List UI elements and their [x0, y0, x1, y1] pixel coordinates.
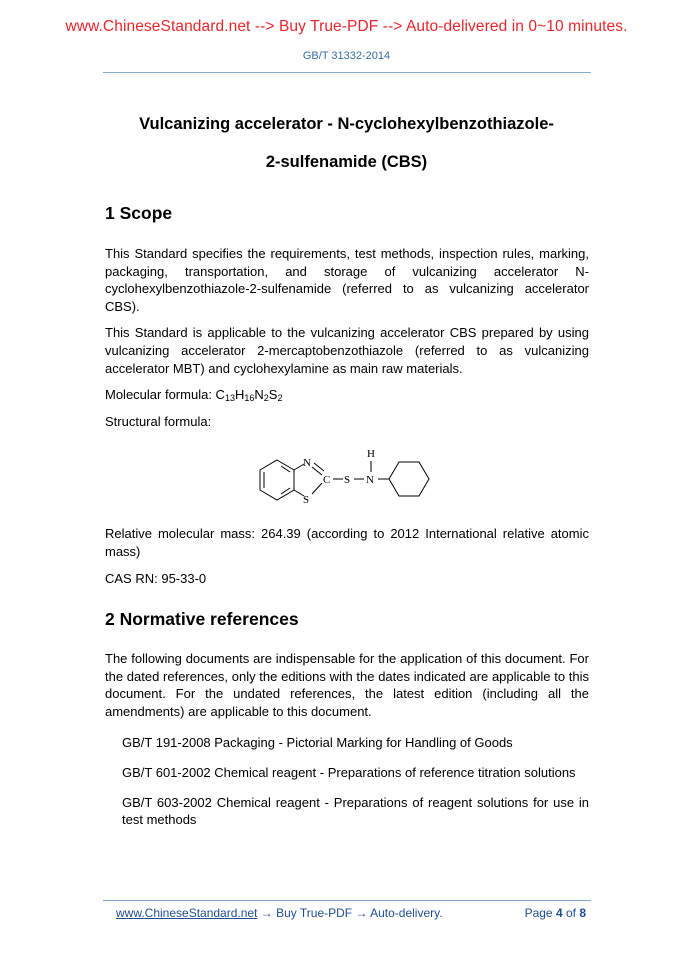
header-divider [103, 72, 591, 73]
cas-number: CAS RN: 95-33-0 [105, 570, 207, 586]
atom-s-ring: S [303, 494, 310, 507]
reference-item: GB/T 191-2008 Packaging - Pictorial Marking for Handling of Goods [122, 734, 513, 750]
title-line-1: Vulcanizing accelerator - N-cyclohexylbenzothiazole- [139, 115, 554, 133]
section-heading-normative-references: 2 Normative references [105, 609, 299, 630]
relative-molecular-mass: Relative molecular mass: 264.39 (according to 2012 International relative atomic mass) [105, 526, 589, 559]
footer-buy-text: → Buy True-PDF → Auto-delivery. [257, 906, 443, 920]
molecular-formula-label: Molecular formula: [105, 387, 216, 403]
atom-n-ring: N [303, 457, 311, 470]
document-title [90, 105, 603, 181]
document-body [105, 203, 589, 838]
cbs-structure-svg [255, 439, 445, 519]
footer-website-link[interactable]: www.ChineseStandard.net [116, 906, 258, 920]
document-code: GB/T 31332-2014 [302, 50, 391, 62]
scope-paragraph-1: This Standard specifies the requirements, test methods, inspection rules, marking, packaging, transportation, and storage of vulcanizing accelerator N-cyclohexylbenzothiazole-2-sulfenamide (referred to as vulcanizing accelerator CBS). [105, 246, 589, 314]
atom-c: C [323, 474, 331, 487]
structural-formula-label: Structural formula: [105, 413, 212, 429]
atom-h: H [367, 448, 375, 461]
benzene-ring [260, 460, 294, 500]
current-page: 4 [555, 906, 563, 920]
page-footer [116, 906, 586, 920]
atom-n-amine: N [366, 474, 374, 487]
footer-divider [103, 900, 591, 901]
promo-banner[interactable]: www.ChineseStandard.net --> Buy True-PDF --> Auto-delivered in 0~10 minutes. [65, 18, 628, 35]
references-intro: The following documents are indispensable for the application of this document. For the dated references, only the editions with the dates indicated are applicable to this document. For the undated references, the latest edition (including all the amendments) are applicable to this document. [105, 651, 589, 719]
reference-item: GB/T 603-2002 Chemical reagent - Preparations of reagent solutions for use in test methods [122, 794, 589, 828]
reference-item: GB/T 601-2002 Chemical reagent - Preparations of reference titration solutions [122, 765, 576, 781]
scope-paragraph-2: This Standard is applicable to the vulcanizing accelerator CBS prepared by using vulcanizing accelerator 2-mercaptobenzothiazole (referred to as vulcanizing accelerator MBT) and cyclohexylamine as main raw materials. [105, 325, 589, 376]
cyclohexane-ring [389, 462, 429, 496]
total-pages: 8 [579, 906, 586, 920]
bond-s-c [312, 483, 322, 494]
molecular-formula: Molecular formula: $C_{13}H_{16}N_2S_2$ [105, 387, 283, 404]
section-heading-scope: 1 Scope [105, 203, 173, 223]
atom-s-link: S [344, 474, 351, 487]
page-indicator: Page 4 of 8 [524, 906, 586, 920]
structural-formula-diagram [105, 439, 589, 519]
title-line-2: 2-sulfenamide (CBS) [265, 153, 428, 171]
